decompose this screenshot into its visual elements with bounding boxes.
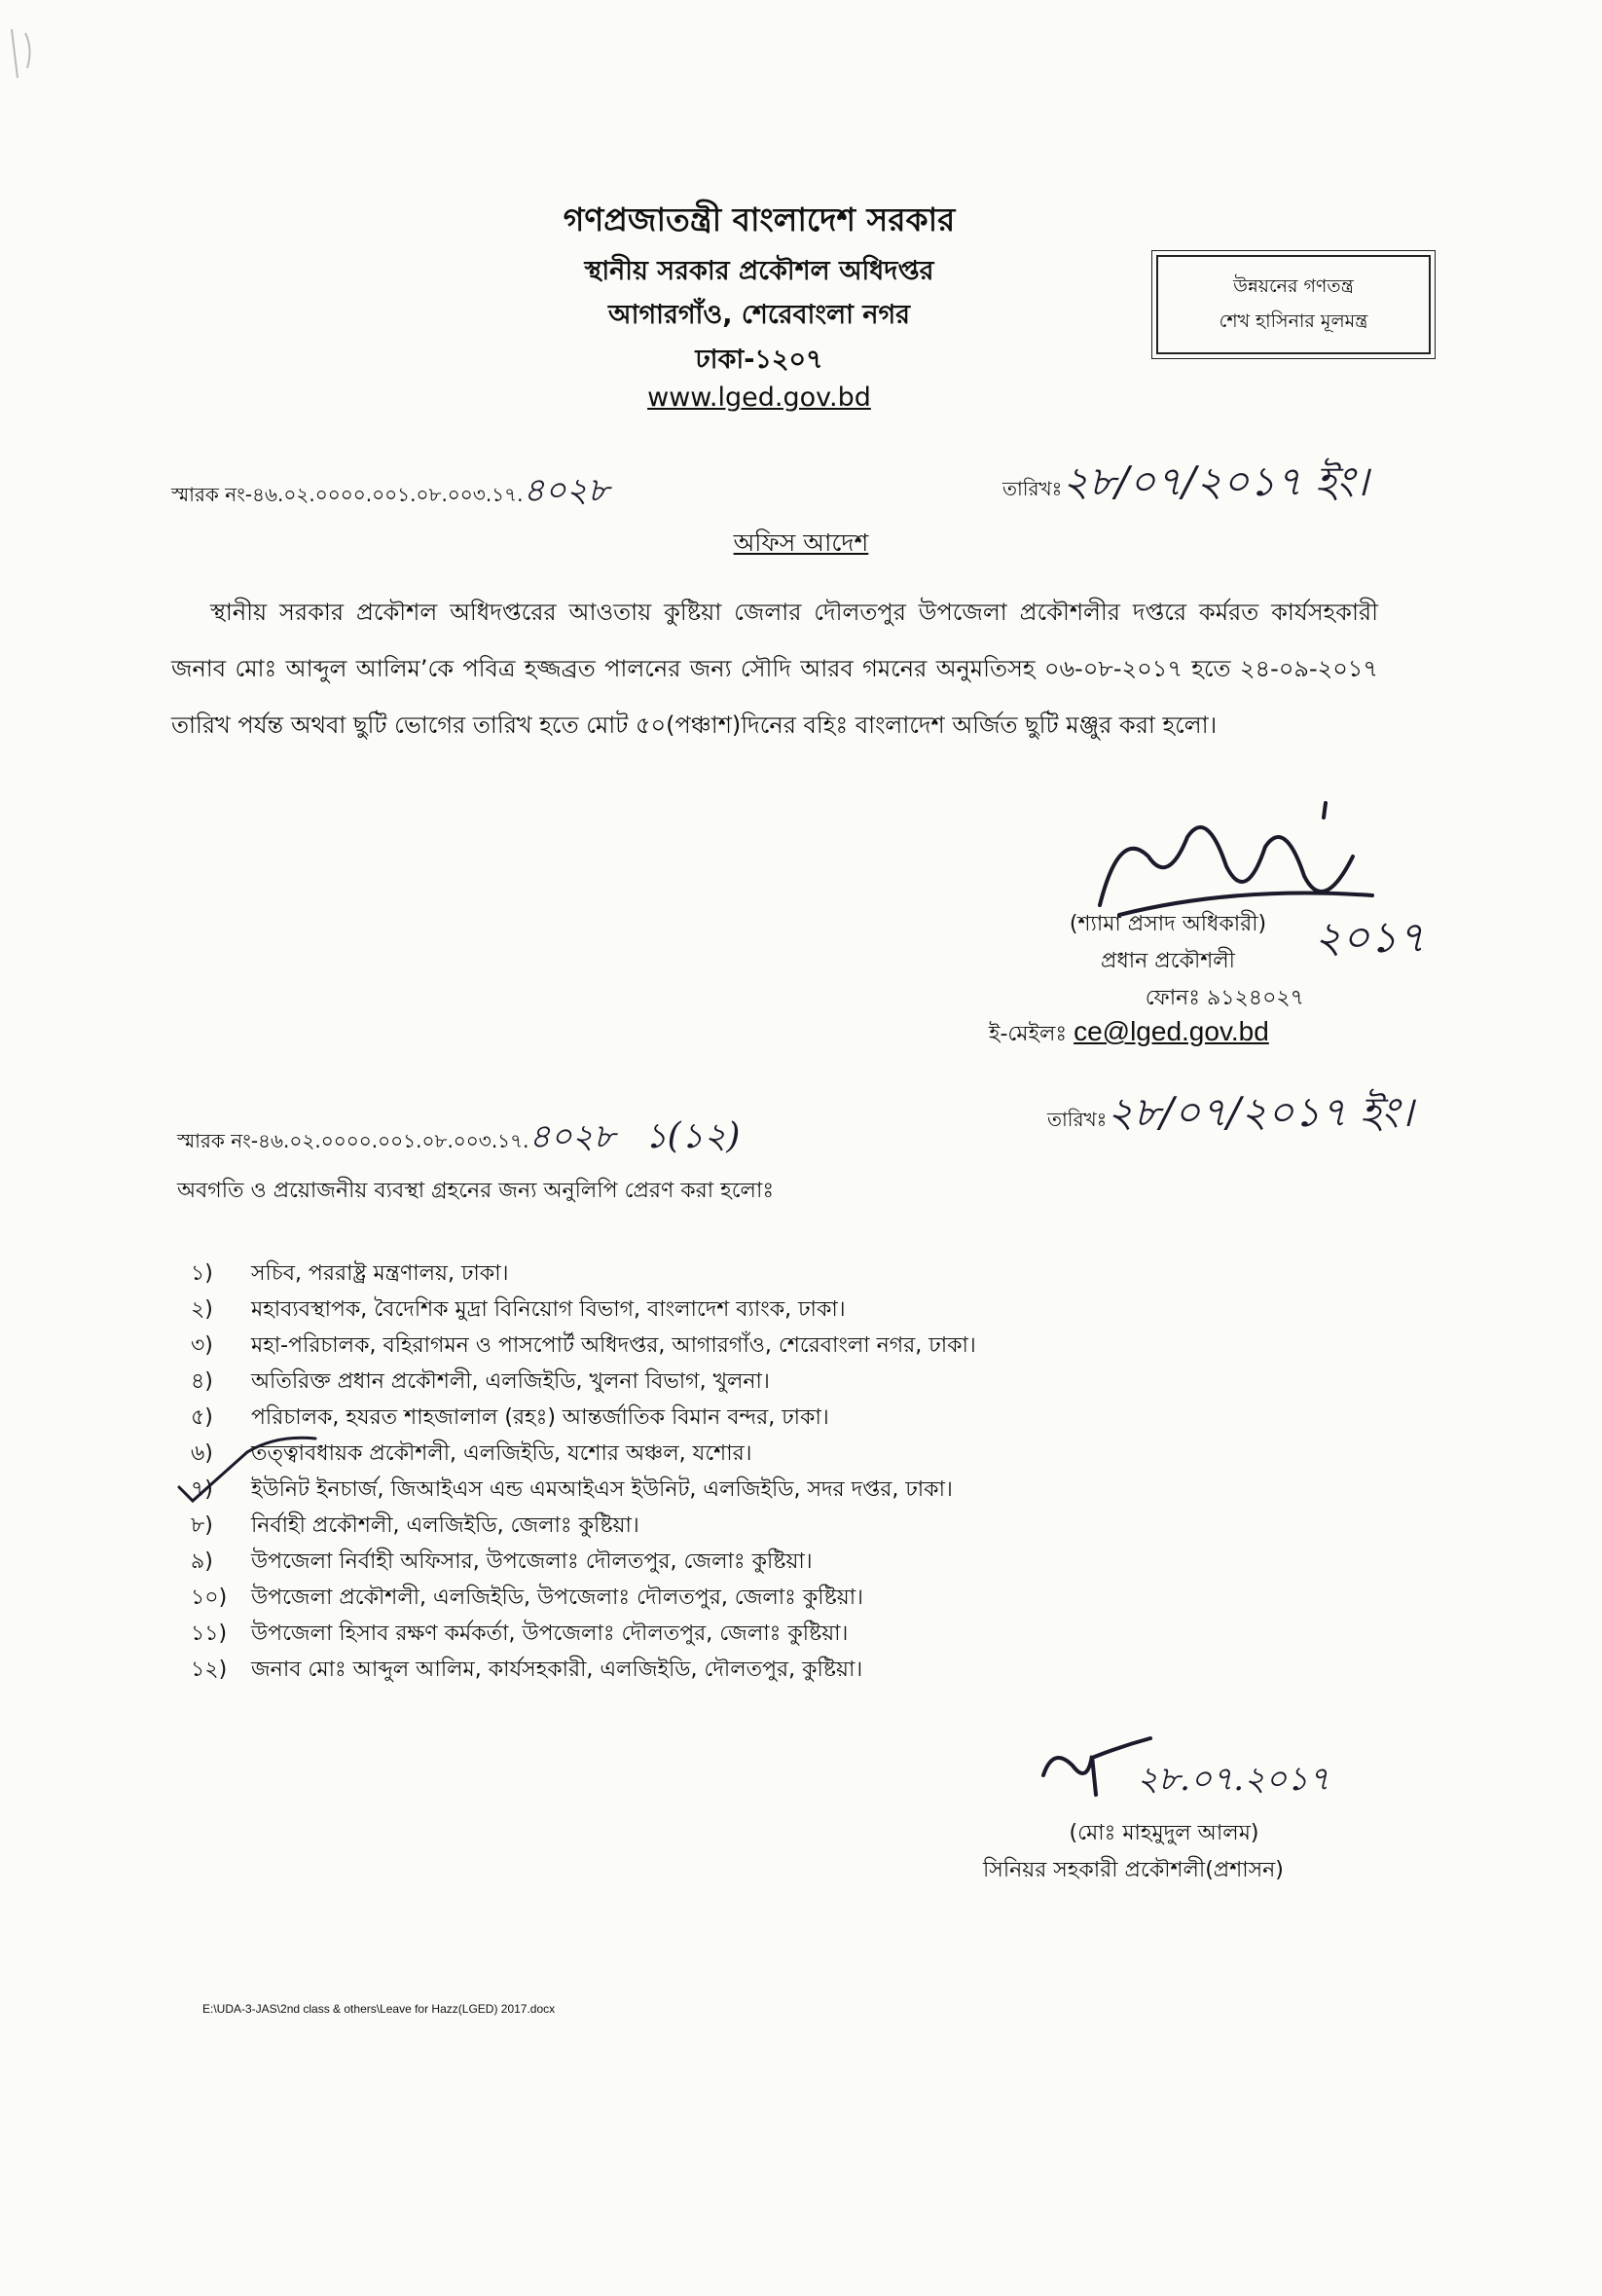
senior-engineer-handwritten-date: ২৮.০৭.২০১৭ xyxy=(1137,1760,1330,1799)
list-item: ৩) মহা-পরিচালক, বহিরাগমন ও পাসপোর্ট অধিদপ্তর, আগারগাঁও, শেরেবাংলা নগর, ঢাকা। xyxy=(191,1333,976,1358)
memo-number-label: স্মারক নং-৪৬.০২.০০০০.০০১.০৮.০০৩.১৭. xyxy=(171,483,524,506)
list-item: ৬) তত্ত্বাবধায়ক প্রকৌশলী, এলজিইডি, যশোর অঞ্চল, যশোর। xyxy=(191,1441,752,1466)
memo-date-handwritten-2: ২৮/০৭/২০১৭ ইং। xyxy=(1107,1088,1414,1136)
memo-number-handwritten: ৪০২৮ xyxy=(523,471,609,510)
copy-intro: অবগতি ও প্রয়োজনীয় ব্যবস্থা গ্রহনের জন্য অনুলিপি প্রেরণ করা হলোঃ xyxy=(177,1179,775,1203)
slogan-box xyxy=(1156,255,1431,354)
order-body-paragraph: স্থানীয় সরকার প্রকৌশল অধিদপ্তরের আওতায় কুষ্টিয়া জেলার দৌলতপুর উপজেলা প্রকৌশলীর দপ্তরে কর্মরত কার্যসহকারী জনাব মোঃ আব্দুল আলিম’কে পবিত্র হজ্জব্রত পালনের জন্য সৌদি আরব গমনের অনুমতিসহ ০৬-০৮-২০১৭ হতে ২৪-০৯-২০১৭ তারিখ পর্যন্ত অথবা ছুটি ভোগের তারিখ হতে মোট ৫০(পঞ্চাশ)দিনের বহিঃ বাংলাদেশ অর্জিত ছুটি মঞ্জুর করা হলো। xyxy=(171,599,1378,739)
slogan-line-1: উন্নয়নের গণতন্ত্র xyxy=(1233,275,1354,297)
order-body xyxy=(171,584,1378,753)
memo-date-handwritten: ২৮/০৭/২০১৭ ইং। xyxy=(1062,457,1369,505)
list-item: ২) মহাব্যবস্থাপক, বৈদেশিক মুদ্রা বিনিয়োগ বিভাগ, বাংলাদেশ ব্যাংক, ঢাকা। xyxy=(191,1297,846,1322)
list-item: ৫) পরিচালক, হযরত শাহজালাল (রহঃ) আন্তর্জাতিক বিমান বন্দর, ঢাকা। xyxy=(191,1405,829,1430)
senior-engineer-name: (মোঃ মাহমুদুল আলম) xyxy=(1069,1821,1259,1845)
list-item: ৯) উপজেলা নির্বাহী অফিসার, উপজেলাঃ দৌলতপুর, জেলাঃ কুষ্টিয়া। xyxy=(191,1549,813,1574)
memo-date-2 xyxy=(1047,1080,1413,1149)
list-item: ১০) উপজেলা প্রকৌশলী, এলজিইডি, উপজেলাঃ দৌলতপুর, জেলাঃ কুষ্টিয়া। xyxy=(191,1585,863,1610)
memo-number-handwritten-2: ৪০২৮ xyxy=(528,1117,615,1156)
chief-engineer-name: (শ্যামা প্রসাদ অধিকারী) xyxy=(1069,912,1267,936)
memo-date-1 xyxy=(1002,450,1368,519)
list-item: ৪) অতিরিক্ত প্রধান প্রকৌশলী, এলজিইডি, খুলনা বিভাগ, খুলনা। xyxy=(191,1369,770,1394)
memo-number-label-2: স্মারক নং-৪৬.০২.০০০০.০০১.০৮.০০৩.১৭. xyxy=(177,1129,529,1152)
corner-pen-mark xyxy=(4,19,43,88)
memo-date-label-2: তারিখঃ xyxy=(1047,1108,1108,1131)
header-government-title: গণপ্রজাতন্ত্রী বাংলাদেশ সরকার xyxy=(563,200,956,238)
chief-engineer-phone: ফোনঃ ৯১২৪০২৭ xyxy=(1145,986,1304,1010)
memo-date-label: তারিখঃ xyxy=(1002,477,1063,500)
chief-engineer-designation: প্রধান প্রকৌশলী xyxy=(1101,949,1235,973)
email-link[interactable]: ce@lged.gov.bd xyxy=(1074,1016,1269,1046)
email-label: ই-মেইলঃ xyxy=(989,1022,1068,1046)
list-item: ৮) নির্বাহী প্রকৌশলী, এলজিইডি, জেলাঃ কুষ্টিয়া। xyxy=(191,1513,639,1538)
header-address-city: ঢাকা-১২০৭ xyxy=(695,345,823,375)
header-website-link[interactable]: www.lged.gov.bd xyxy=(647,383,871,413)
order-subject: অফিস আদেশ xyxy=(733,528,869,557)
chief-engineer-handwritten-year: ২০১৭ xyxy=(1314,913,1426,963)
header-department: স্থানীয় সরকার প্রকৌশল অধিদপ্তর xyxy=(584,256,934,286)
header-address-area: আগারগাঁও, শেরেবাংলা নগর xyxy=(607,300,911,330)
list-item: ১১) উপজেলা হিসাব রক্ষণ কর্মকর্তা, উপজেলাঃ দৌলতপুর, জেলাঃ কুষ্টিয়া। xyxy=(191,1622,849,1646)
senior-engineer-designation: সিনিয়র সহকারী প্রকৌশলী(প্রশাসন) xyxy=(983,1858,1284,1882)
memo-number-1 xyxy=(171,465,609,521)
list-item: ১) সচিব, পররাষ্ট্র মন্ত্রণালয়, ঢাকা। xyxy=(191,1261,509,1286)
slogan-line-2: শেখ হাসিনার মূলমন্ত্র xyxy=(1219,310,1368,332)
list-item: ৭) ইউনিট ইনচার্জ, জিআইএস এন্ড এমআইএস ইউনিট, এলজিইডি, সদর দপ্তর, ঢাকা। xyxy=(191,1477,953,1502)
pen-tick-mark xyxy=(169,1431,325,1509)
chief-engineer-email xyxy=(989,1016,1269,1053)
file-path-footer: E:\UDA-3-JAS\2nd class & others\Leave for Hazz(LGED) 2017.docx xyxy=(202,2002,556,2016)
memo-number-2 xyxy=(177,1110,740,1168)
list-item: ১২) জনাব মোঃ আব্দুল আলিম, কার্যসহকারী, এলজিইডি, দৌলতপুর, কুষ্টিয়া। xyxy=(191,1658,863,1682)
memo-number-suffix-handwritten: ১(১২) xyxy=(644,1116,741,1156)
